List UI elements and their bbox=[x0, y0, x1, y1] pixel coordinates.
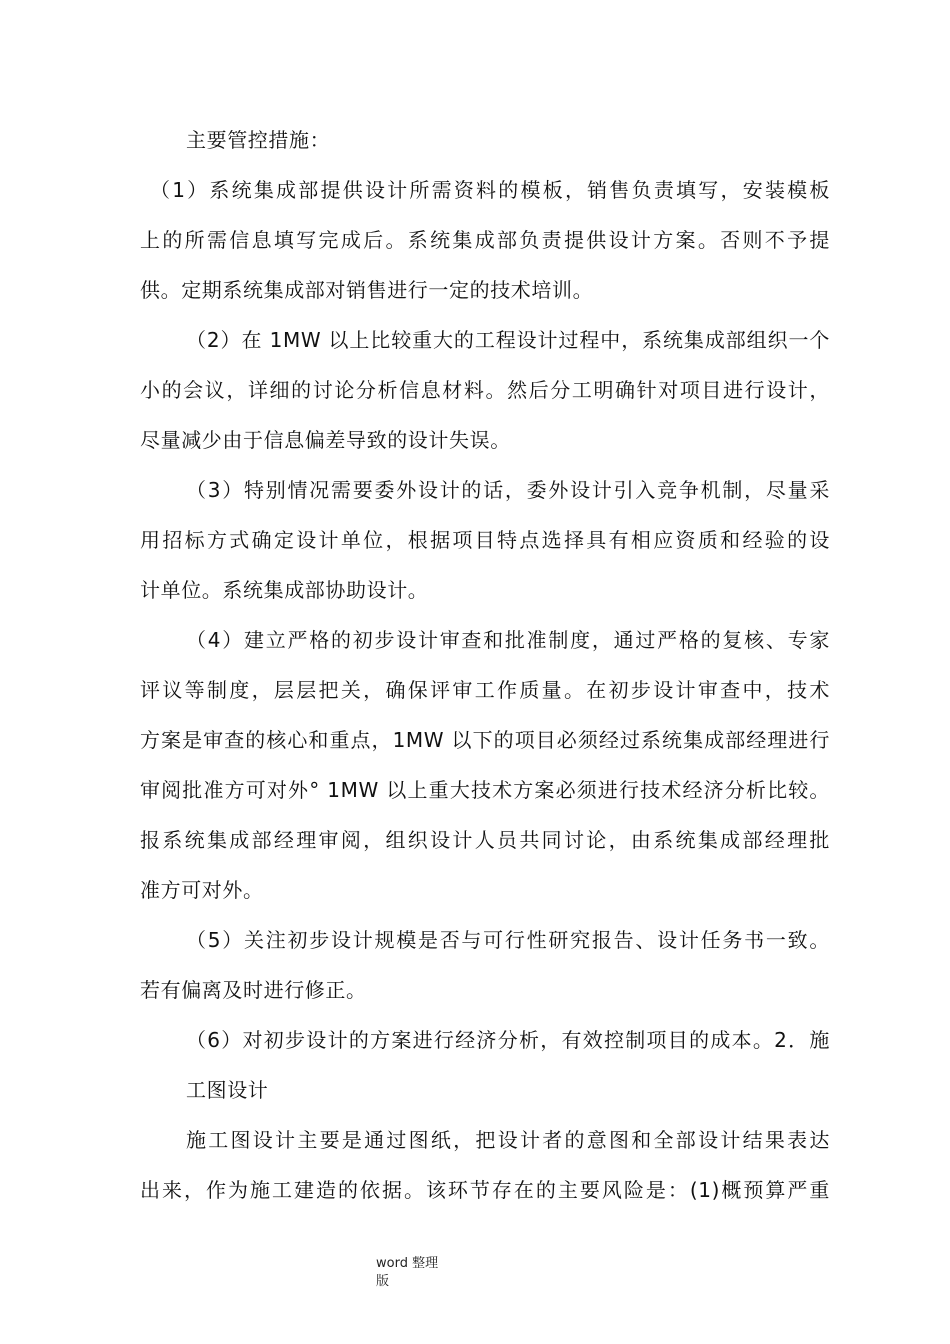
paragraph-line: 报系统集成部经理审阅，组织设计人员共同讨论，由系统集成部经理批 bbox=[140, 828, 830, 852]
paragraph-line: 施工图设计主要是通过图纸，把设计者的意图和全部设计结果表达 bbox=[186, 1128, 830, 1152]
paragraph-line: 供。定期系统集成部对销售进行一定的技术培训。 bbox=[140, 278, 594, 302]
heading-control-measures: 主要管控措施： bbox=[186, 128, 331, 152]
paragraph-line: 小的会议，详细的讨论分析信息材料。然后分工明确针对项目进行设计， bbox=[140, 378, 830, 402]
page-footer bbox=[376, 1255, 438, 1291]
paragraph-line: （3）特别情况需要委外设计的话，委外设计引入竞争机制，尽量采 bbox=[186, 478, 830, 502]
paragraph-line: （1）系统集成部提供设计所需资料的模板，销售负责填写，安装模板 bbox=[150, 178, 830, 202]
footer-line: 版 bbox=[376, 1274, 390, 1289]
section-heading-construction-drawing: 工图设计 bbox=[186, 1078, 269, 1102]
paragraph-line: 计单位。系统集成部协助设计。 bbox=[140, 578, 429, 602]
paragraph-line: 尽量减少由于信息偏差导致的设计失误。 bbox=[140, 428, 511, 452]
paragraph-line: 准方可对外。 bbox=[140, 878, 264, 902]
paragraph-line: 上的所需信息填写完成后。系统集成部负责提供设计方案。否则不予提 bbox=[140, 228, 830, 252]
paragraph-line: （6）对初步设计的方案进行经济分析，有效控制项目的成本。2．施 bbox=[186, 1028, 830, 1052]
footer-line: word 整理 bbox=[376, 1256, 439, 1271]
paragraph-line: （2）在 1MW 以上比较重大的工程设计过程中，系统集成部组织一个 bbox=[186, 328, 830, 352]
paragraph-line: 审阅批准方可对外° 1MW 以上重大技术方案必须进行技术经济分析比较。 bbox=[140, 778, 830, 802]
paragraph-line: 若有偏离及时进行修正。 bbox=[140, 978, 367, 1002]
paragraph-line: 用招标方式确定设计单位，根据项目特点选择具有相应资质和经验的设 bbox=[140, 528, 830, 552]
paragraph-line: 评议等制度，层层把关，确保评审工作质量。在初步设计审查中，技术 bbox=[140, 678, 830, 702]
paragraph-line: 出来，作为施工建造的依据。该环节存在的主要风险是：(1)概预算严重 bbox=[140, 1178, 830, 1202]
paragraph-line: 方案是审查的核心和重点，1MW 以下的项目必须经过系统集成部经理进行 bbox=[140, 728, 830, 752]
paragraph-line: （4）建立严格的初步设计审查和批准制度，通过严格的复核、专家 bbox=[186, 628, 830, 652]
paragraph-line: （5）关注初步设计规模是否与可行性研究报告、设计任务书一致。 bbox=[186, 928, 830, 952]
